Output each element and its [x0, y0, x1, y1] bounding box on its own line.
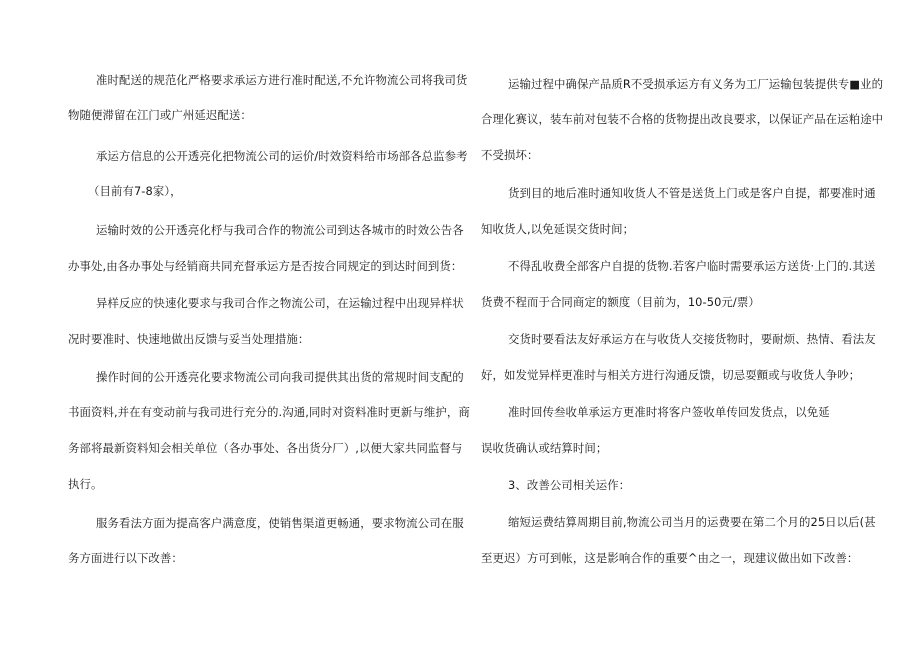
text-line: 操作时间的公开透亮化要求物流公司向我司提供其出货的常规时间支配的 — [96, 370, 464, 384]
text-line: 务方面进行以下改善： — [68, 551, 183, 565]
text-line: 货到目的地后准时通知收货人不管是送货上门或是客户自提，都要准时通 — [508, 186, 876, 200]
text-line: 知收货人,以免延误交货时间； — [481, 222, 635, 236]
text-line: 准时回传叁收单承运方更准时将客户签收单传回发货点，以免延 — [508, 405, 830, 419]
text-line: 缩短运费结算周期目前,物流公司当月的运费要在第二个月的25日以后(甚 — [508, 515, 876, 529]
text-line: 物随便滞留在江门或广州延迟配送： — [68, 108, 252, 122]
text-line: 准时配送的规范化严格要求承运方进行准时配送,不允许物流公司将我司货 — [96, 73, 468, 87]
text-line: 交货时要看法友好承运方在与收货人交接货物时，要耐烦、热情、看法友 — [508, 332, 876, 346]
text-line: 服务看法方面为提高客户满意度，使销售渠道更畅通，要求物流公司在服 — [96, 516, 464, 530]
text-line: 不得乱收费全部客户自提的货物.若客户临时需要承运方送货·上门的.其送 — [508, 259, 876, 273]
text-line: 货费不程而于合同商定的额度（目前为，10-50元/票） — [481, 295, 760, 309]
text-line: 承运方信息的公开透亮化把物流公司的运价/时效资料给市场部各总监参考 — [96, 149, 468, 163]
text-line: 至更迟）方可到帐，这是影响合作的重要^由之一，现建议做出如下改善： — [481, 551, 859, 565]
text-line: 异样反应的快速化要求与我司合作之物流公司，在运输过程中出现异样状 — [96, 296, 464, 310]
text-line: 务部将最新资料知会相关单位（各办事处、各出货分厂）,以便大家共同监督与 — [68, 441, 463, 455]
text-line: 好，如发觉异样更准时与相关方进行沟通反馈，切忌耍顫或与收货人争吵； — [481, 368, 861, 382]
text-line: 运输过程中确保产品质R不受损承运方有义务为工厂运输包装提供专■业的 — [508, 77, 884, 91]
text-line: 不受损坏： — [481, 148, 539, 162]
text-line: 况时要准时、快速地做出反馈与妥当处理措施： — [68, 332, 310, 346]
section-heading: 3、改善公司相关运作： — [508, 478, 631, 492]
text-line: 执行。 — [68, 477, 103, 491]
text-line: 误收货确认或结算时间； — [481, 441, 608, 455]
text-line: 合理化赛议，装车前对包装不合格的货物提出改良要求，以保证产品在运粕途中 — [481, 112, 884, 126]
text-line: 办事处,由各办事处与经销商共同充督承运方是否按合同规定的到达时间到货： — [68, 259, 463, 273]
text-line: 书面资料,并在有变动前与我司进行充分的.沟通,同时对资料准时更新与维护，商 — [68, 405, 470, 419]
text-line: （目前有7-8家）， — [88, 184, 182, 198]
text-line: 运输时效的公开透亮化杼与我司合作的物流公司到达各城市的时效公告各 — [96, 223, 464, 237]
